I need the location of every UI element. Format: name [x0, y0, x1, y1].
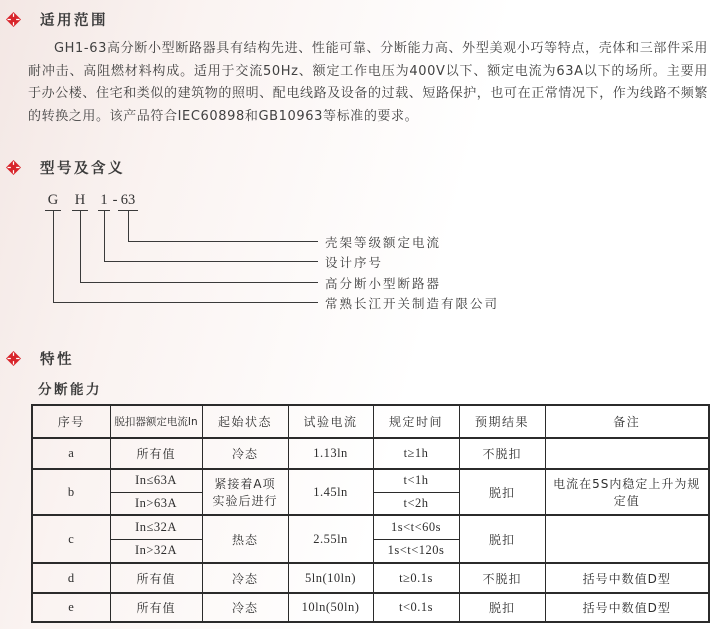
scope-section-heading	[6, 9, 108, 30]
connector-line	[104, 211, 105, 261]
connector-line	[53, 302, 318, 303]
diamond-icon	[6, 351, 21, 366]
section-title-scope: 适用范围	[40, 13, 108, 29]
model-meaning-label: 常熟长江开关制造有限公司	[325, 296, 500, 311]
model-meaning-label: 壳架等级额定电流	[325, 235, 442, 250]
cell: In≤63A	[110, 469, 202, 492]
features-section-heading	[6, 348, 74, 369]
breaking-capacity-table	[31, 404, 710, 623]
cell: t<2h	[373, 492, 459, 515]
model-section-heading	[6, 157, 125, 178]
section-title-features: 特性	[40, 352, 74, 368]
connector-line	[53, 211, 54, 302]
cell: 脱扣	[459, 469, 545, 515]
cell: 不脱扣	[459, 438, 545, 469]
breaking-capacity-table-wrap	[31, 404, 710, 623]
cell: 不脱扣	[459, 563, 545, 593]
model-code-letter-h: H	[72, 192, 88, 211]
cell	[545, 438, 709, 469]
header-cell: 序号	[32, 405, 110, 438]
cell: 所有值	[110, 563, 202, 593]
header-cell: 起始状态	[202, 405, 288, 438]
model-code-digit-63: 63	[118, 192, 138, 211]
model-code-dash: -	[112, 192, 118, 208]
connector-line	[128, 211, 129, 241]
cell: t≥0.1s	[373, 563, 459, 593]
cell: a	[32, 438, 110, 469]
table-header-row	[32, 405, 709, 438]
connector-line	[80, 282, 318, 283]
cell: b	[32, 469, 110, 515]
connector-line	[104, 261, 318, 262]
cell: e	[32, 593, 110, 622]
cell: t<0.1s	[373, 593, 459, 622]
diamond-icon	[6, 12, 21, 27]
table-row	[32, 515, 709, 539]
scope-paragraph: GH1-63高分断小型断路器具有结构先进、性能可靠、分断能力高、外型美观小巧等特点，壳体和三部件采用耐冲击、高阻燃材料构成。适用于交流50Hz、额定工作电压为400V以下、额定电流为63A以下的场所。主要用于办公楼、住宅和类似的建筑物的照明、配电线路及设备的过载、短路保护，也可在正常情况下，作为线路不频繁的转换之用。该产品符合IEC60898和GB10963等标准的要求。	[28, 41, 709, 124]
cell: 1.45ln	[288, 469, 373, 515]
cell: 脱扣	[459, 515, 545, 563]
connector-line	[80, 211, 81, 282]
header-cell: 试验电流	[288, 405, 373, 438]
cell: 冷态	[202, 563, 288, 593]
model-code-digit-1: 1	[98, 192, 110, 211]
cell: 1s<t<120s	[373, 539, 459, 563]
table-row	[32, 593, 709, 622]
cell-line: 实验后进行	[212, 494, 278, 508]
cell: In>32A	[110, 539, 202, 563]
cell: 热态	[202, 515, 288, 563]
header-cell: 备注	[545, 405, 709, 438]
cell: 电流在5S内稳定上升为规定值	[545, 469, 709, 515]
cell	[202, 469, 288, 515]
cell: 脱扣	[459, 593, 545, 622]
cell: 2.55ln	[288, 515, 373, 563]
cell: 1.13ln	[288, 438, 373, 469]
table-row	[32, 438, 709, 469]
diamond-icon	[6, 160, 21, 175]
table-row	[32, 563, 709, 593]
model-meaning-label: 设计序号	[325, 255, 384, 270]
model-code-diagram	[45, 192, 690, 322]
cell: t<1h	[373, 469, 459, 492]
cell: 冷态	[202, 593, 288, 622]
breaking-capacity-subtitle: 分断能力	[38, 382, 102, 398]
cell	[545, 515, 709, 563]
cell: t≥1h	[373, 438, 459, 469]
model-meaning-label: 高分断小型断路器	[325, 276, 442, 291]
cell: In>63A	[110, 492, 202, 515]
cell: In≤32A	[110, 515, 202, 539]
cell: 所有值	[110, 593, 202, 622]
cell: d	[32, 563, 110, 593]
cell: 括号中数值D型	[545, 563, 709, 593]
section-title-model: 型号及含义	[40, 161, 125, 177]
cell: c	[32, 515, 110, 563]
header-cell: 预期结果	[459, 405, 545, 438]
cell-line: 紧接着A项	[214, 477, 276, 491]
connector-line	[128, 241, 318, 242]
table-row	[32, 469, 709, 492]
cell: 1s<t<60s	[373, 515, 459, 539]
cell: 冷态	[202, 438, 288, 469]
cell: 5ln(10ln)	[288, 563, 373, 593]
header-cell: 脱扣器额定电流In	[110, 405, 202, 438]
model-code-letter-g: G	[45, 192, 61, 211]
header-cell: 规定时间	[373, 405, 459, 438]
cell: 所有值	[110, 438, 202, 469]
cell: 10ln(50ln)	[288, 593, 373, 622]
cell: 括号中数值D型	[545, 593, 709, 622]
